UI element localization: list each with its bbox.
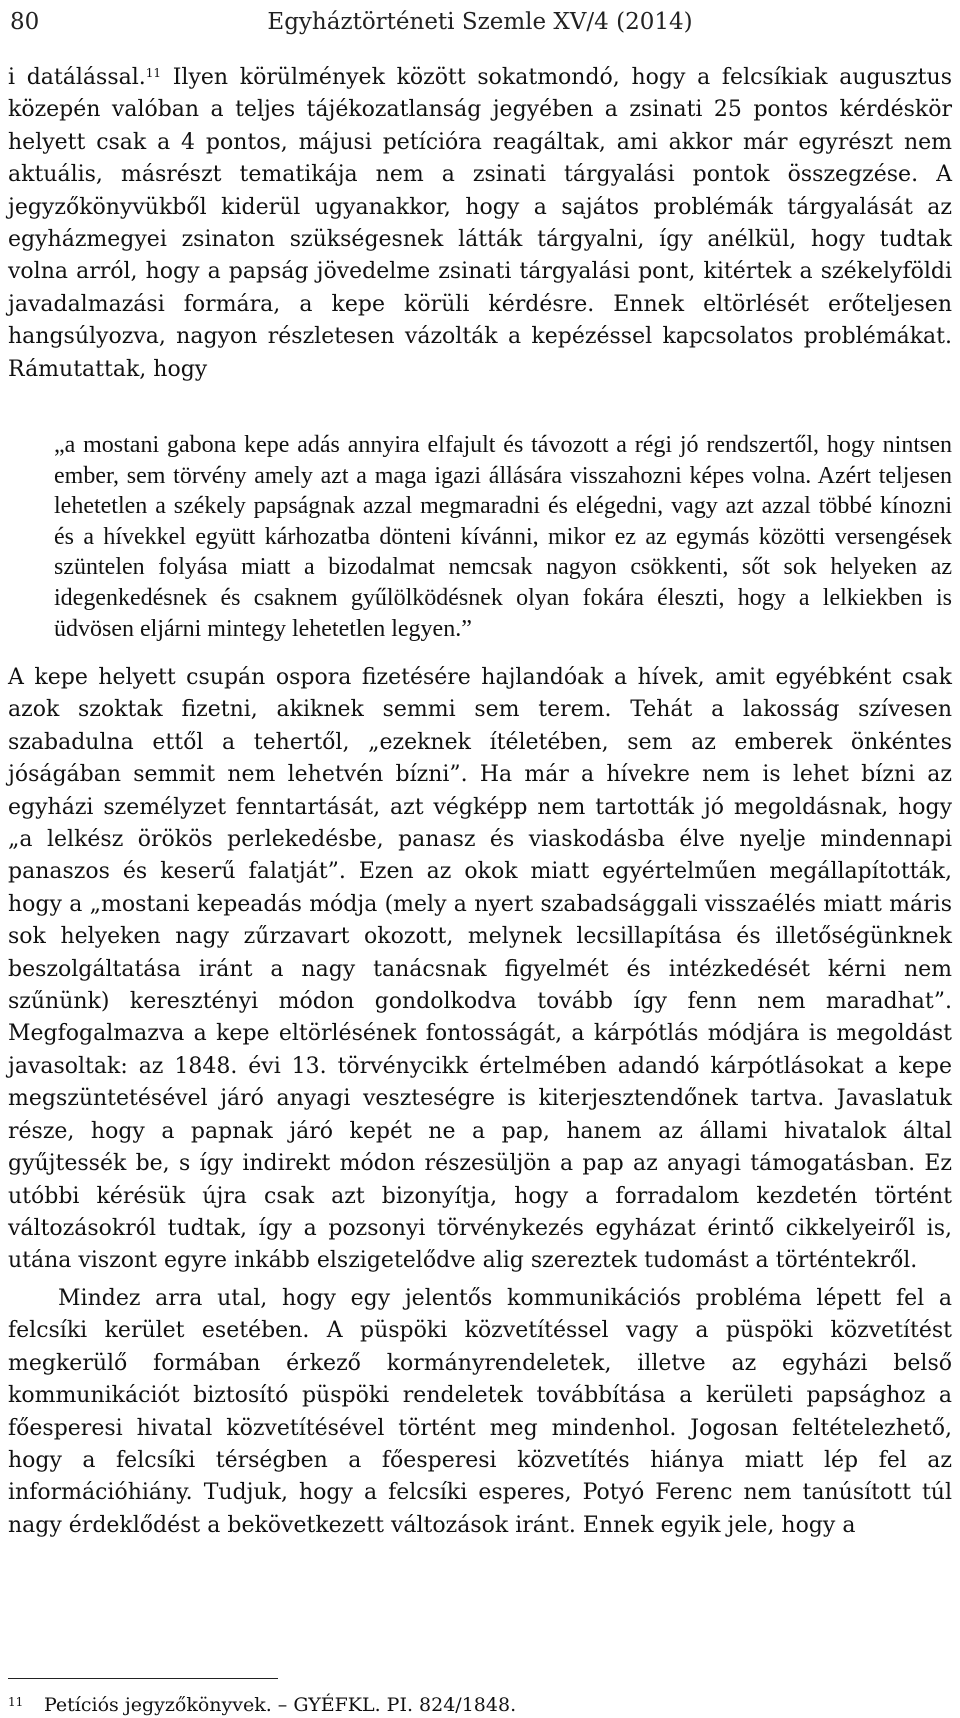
footnote-text: Petíciós jegyzőkönyvek. – GYÉFKL. PI. 824/1848. [44,1694,517,1716]
block-quote: „a mostani gabona kepe adás annyira elfajult és távozott a régi jó rendszertől, hogy nintsen ember, sem törvény amely azt a maga igazi állására visszahozni képes volna. Azért teljesen lehetetlen a székely papságnak azzal megmaradni és elégedni, vagy azt azzal többé kínozni és a hívekkel együtt kárhozatba dönteni kívánni, mikor ez az egymás közötti versengések szüntelen folyása miatt a bizodalmat nemcsak nagyon csökkenti, sőt sok helyeken az idegenkedésnek és csaknem gyűlölködésnek olyan fokára éleszti, hogy a lelkiekben is üdvösen eljárni mintegy lehetetlen legyen.” [54,432,952,642]
paragraph-2: A kepe helyett csupán ospora fizetésére hajlandóak a hívek, amit egyébként csak azok szoktak fizetni, akiknek semmi sem terem. Tehát a lakosság szívesen szabadulna ettől a tehertől, „ezeknek ítéletében, sem az emberek önkéntes jóságában semmit nem lehetvén bízni”. Ha már a hívekre nem is lehet bízni az egyházi személyzet fenntartását, azt végképp nem tartották jó megoldásnak, hogy „a lelkész örökös perlekedésbe, panasz és viaskodásba élve nyelje mindennapi panaszos és keserű falatját”. Ezen az okok miatt egyértelműen megállapították, hogy a „mostani kepeadás módja (mely a nyert szabadsággali visszaélés miatt máris sok helyeken nagy zűrzavart okozott, melynek lecsillapítása és illetőségünknek beszolgáltatása iránt a nagy tanácsnak figyelmét és intézkedését kérni nem szűnünk) keresztényi módon gondolkodva tovább így fenn nem maradhat”. Megfogalmazva a kepe eltörlésének fontosságát, a kárpótlás módjára is megoldást javasoltak: az 1848. évi 13. törvénycikk értelmében adandó kárpótlásokat a kepe megszüntetésével járó anyagi veszteségre is kiterjesztendőnek tartva. Javaslatuk része, hogy a papnak járó kepét ne a pap, hanem az állami hivatalok által gyűjtessék be, s így indirekt módon részesüljön a pap az anyagi támogatásban. Ez utóbbi kérésük újra csak azt bizonyítja, hogy a forradalom kezdetén történt változásokról tudtak, így a pozsonyi törvénykezés egyházat érintő cikkelyeiről is, utána viszont egyre inkább elszigetelődve alig szereztek tudomást a történtekről. [8,665,952,1274]
running-title: Egyháztörténeti Szemle XV/4 (2014) [267,9,693,35]
paragraph-1-rest: Ilyen körülmények között sokatmondó, hogy a felcsíkiak augusztus közepén valóban a teljes tájékozatlanság jegyében a zsinati 25 pontos kérdéskör helyett csak a 4 pontos, májusi petícióra reagáltak, ami akkor már egyrészt nem aktuális, másrészt tematikája nem a zsinati tárgyalási pontok összegzése. A jegyzőkönyvükből kiderül ugyanakkor, hogy a sajátos problémák tárgyalását az egyházmegyei zsinaton szükségesnek látták tárgyalni, így anélkül, hogy tudtak volna arról, hogy a papság jövedelme zsinati tárgyalási pont, kitértek a székelyföldi javadalmazási formára, a kepe körüli kérdésre. Ennek eltörlését erőteljesen hangsúlyozva, nagyon részletesen vázolták a kepézéssel kapcsolatos problémákat. Rámutattak, hogy [8,65,952,382]
page-number: 80 [10,9,40,35]
paragraph-1-start: i datálással. [8,65,146,90]
paragraph-3: Mindez arra utal, hogy egy jelentős kommunikációs probléma lépett fel a felcsíki kerület esetében. A püspöki közvetítéssel vagy a püspöki közvetítést megkerülő formában érkező kormányrendeletek, illetve az egyházi belső kommunikációt biztosító püspöki rendeletek továbbítása a kerületi papsághoz a főesperesi hivatal közvetítésével történt meg mindenhol. Jogosan feltételezhető, hogy a felcsíki térségben a főesperesi közvetítés hiánya miatt lép fel az információhiány. Tudjuk, hogy a felcsíki esperes, Potyó Ferenc nem tanúsított túl nagy érdeklődést a bekövetkezett változások iránt. Ennek egyik jele, hogy a [8,1286,952,1538]
footnote-reference[interactable]: 11 [145,66,162,80]
page-header [10,2,950,42]
footnote-number: 11 [8,1695,24,1709]
footnote-divider [8,1678,278,1679]
footnote [8,1689,952,1718]
paragraph-1 [8,62,952,386]
